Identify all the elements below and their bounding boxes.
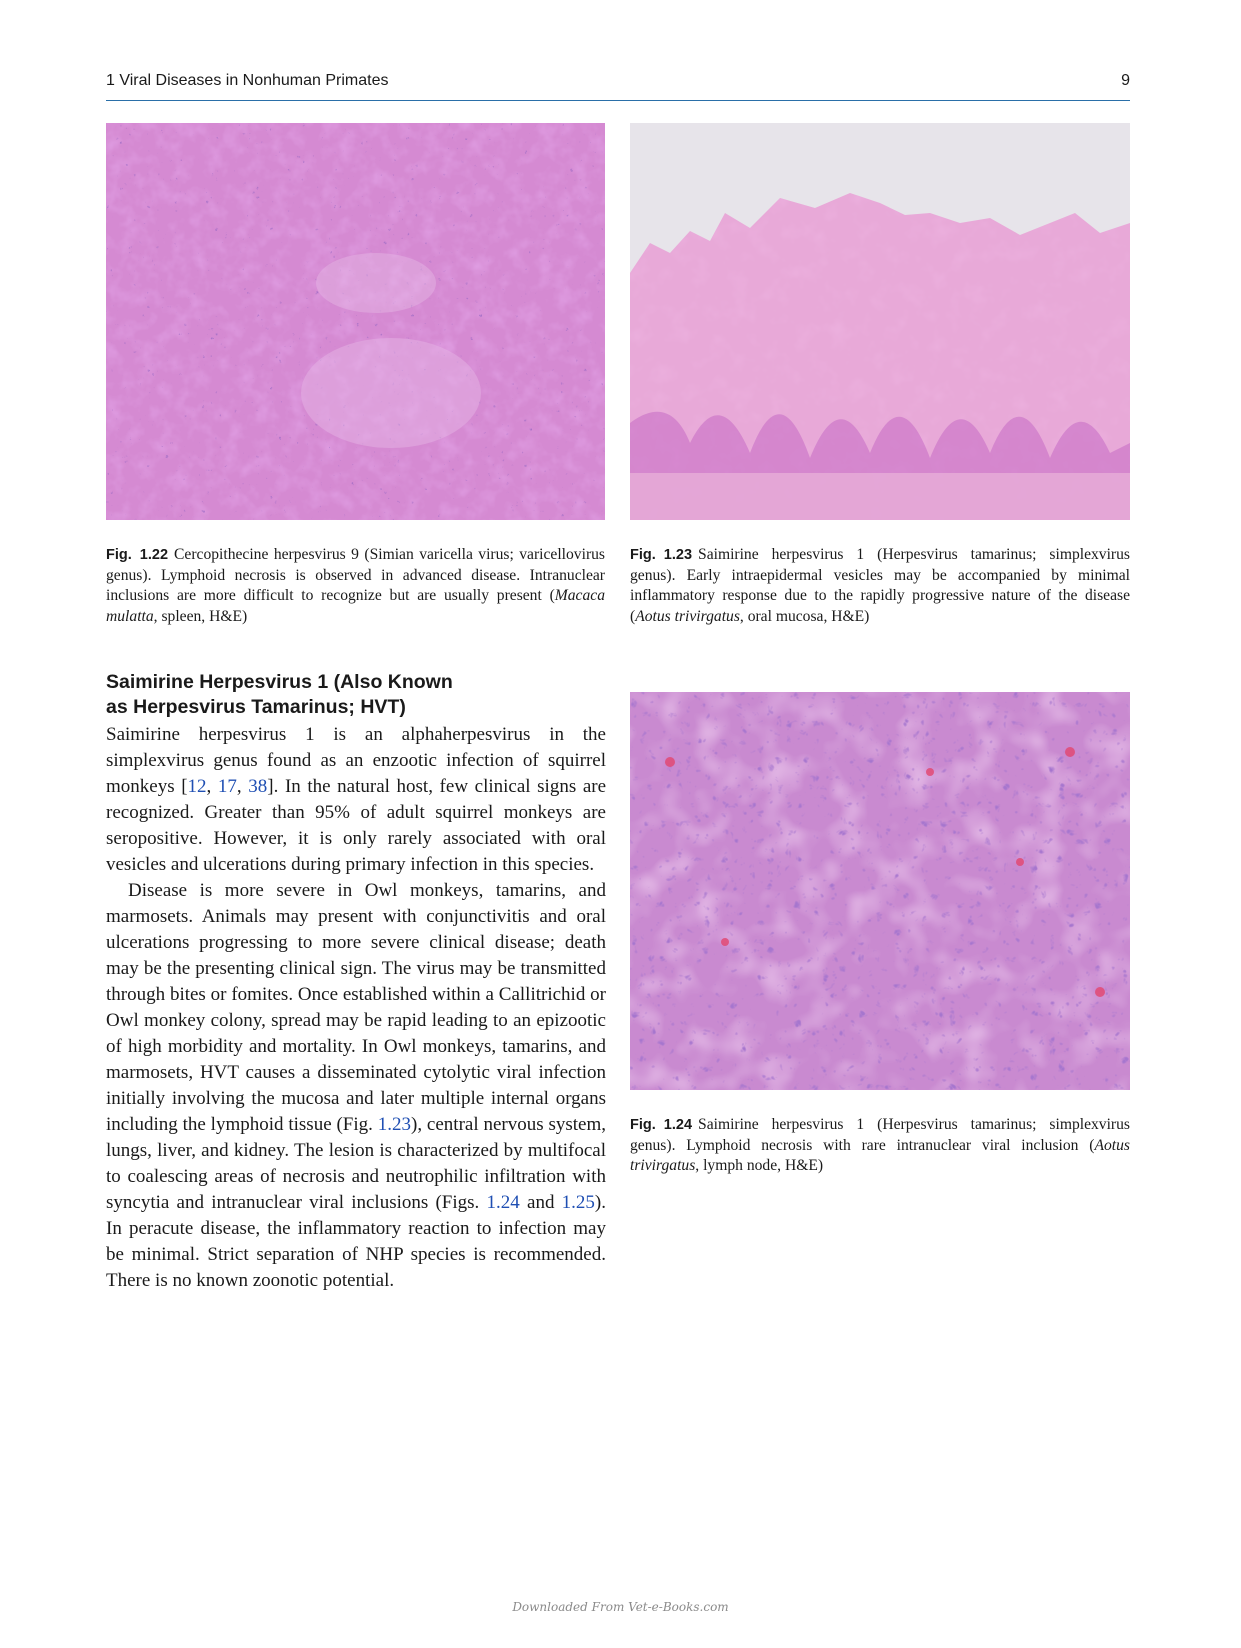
download-watermark: Downloaded From Vet-e-Books.com — [512, 1600, 729, 1614]
page-number: 9 — [1121, 72, 1130, 89]
section-heading: Saimirine Herpesvirus 1 (Also Known as Herpesvirus Tamarinus; HVT) — [106, 671, 453, 718]
figure-link[interactable]: 1.23 — [377, 1114, 411, 1135]
figure-link[interactable]: 1.25 — [561, 1192, 595, 1213]
figure-1-24-caption: Fig. 1.24 Saimirine herpesvirus 1 (Herpesvirus tamarinus; simplexvirus genus). Lymphoid necrosis with rare intranuclear viral inclusion (Aotus trivirgatus, lymph node, H&E) — [630, 1116, 1130, 1174]
body-text — [106, 722, 606, 1294]
paragraph: Disease is more severe in Owl monkeys, tamarins, and marmosets. Animals may present with conjunctivitis and oral ulcerations progressing to more severe clinical disease; death may be the presenting clinical sign. The virus may be transmitted through bites or fomites. Once established within a Callitrichid or Owl monkey colony, spread may be rapid leading to an epizootic of high morbidity and mortality. In Owl monkeys, tamarins, and marmosets, HVT causes a disseminated cytolytic viral infection initially involving the mucosa and later multiple internal organs including the lymphoid tissue (Fig. 1.23), central nervous system, lungs, liver, and kidney. The lesion is characterized by multifocal to coalescing areas of necrosis and neutrophilic infiltration with syncytia and intranuclear viral inclusions (Figs. 1.24 and 1.25). In peracute disease, the inflammatory reaction to infection may be minimal. Strict separation of NHP species is recommended. There is no known zoonotic potential. — [106, 880, 606, 1291]
reference-link[interactable]: 38 — [248, 776, 268, 797]
running-header — [106, 70, 1130, 101]
lymph-node-micrograph — [630, 692, 1130, 1090]
figure-1-24-image — [630, 692, 1130, 1090]
figure-label: Fig. 1.23 — [630, 547, 693, 563]
figure-label: Fig. 1.22 — [106, 547, 169, 563]
running-head: 1 Viral Diseases in Nonhuman Primates — [106, 72, 389, 89]
oral-mucosa-micrograph — [630, 123, 1130, 520]
reference-link[interactable]: 12 — [187, 776, 207, 797]
spleen-micrograph — [106, 123, 605, 520]
figure-label: Fig. 1.24 — [630, 1117, 693, 1133]
figure-1-22-image — [106, 123, 605, 520]
paragraph: Saimirine herpesvirus 1 is an alphaherpesvirus in the simplexvirus genus found as an enzootic infection of squirrel monkeys [12, 17, 38]. In the natural host, few clinical signs are recognized. Greater than 95% of adult squirrel monkeys are seropositive. However, it is only rarely associated with oral vesicles and ulcerations during primary infection in this species. — [106, 724, 607, 875]
figure-link[interactable]: 1.24 — [486, 1192, 520, 1213]
figure-1-22-caption: Fig. 1.22 Cercopithecine herpesvirus 9 (Simian varicella virus; varicellovirus genus). Lymphoid necrosis is observed in advanced disease. Intranuclear inclusions are more difficult to recognize but are usually present (Macaca mulatta, spleen, H&E) — [106, 546, 605, 625]
figure-1-23-caption: Fig. 1.23 Saimirine herpesvirus 1 (Herpesvirus tamarinus; simplexvirus genus). Early intraepidermal vesicles may be accompanied by minimal inflammatory response due to the rapidly progressive nature of the disease (Aotus trivirgatus, oral mucosa, H&E) — [630, 546, 1130, 625]
figure-1-23-image — [630, 123, 1130, 520]
reference-link[interactable]: 17 — [217, 776, 237, 797]
